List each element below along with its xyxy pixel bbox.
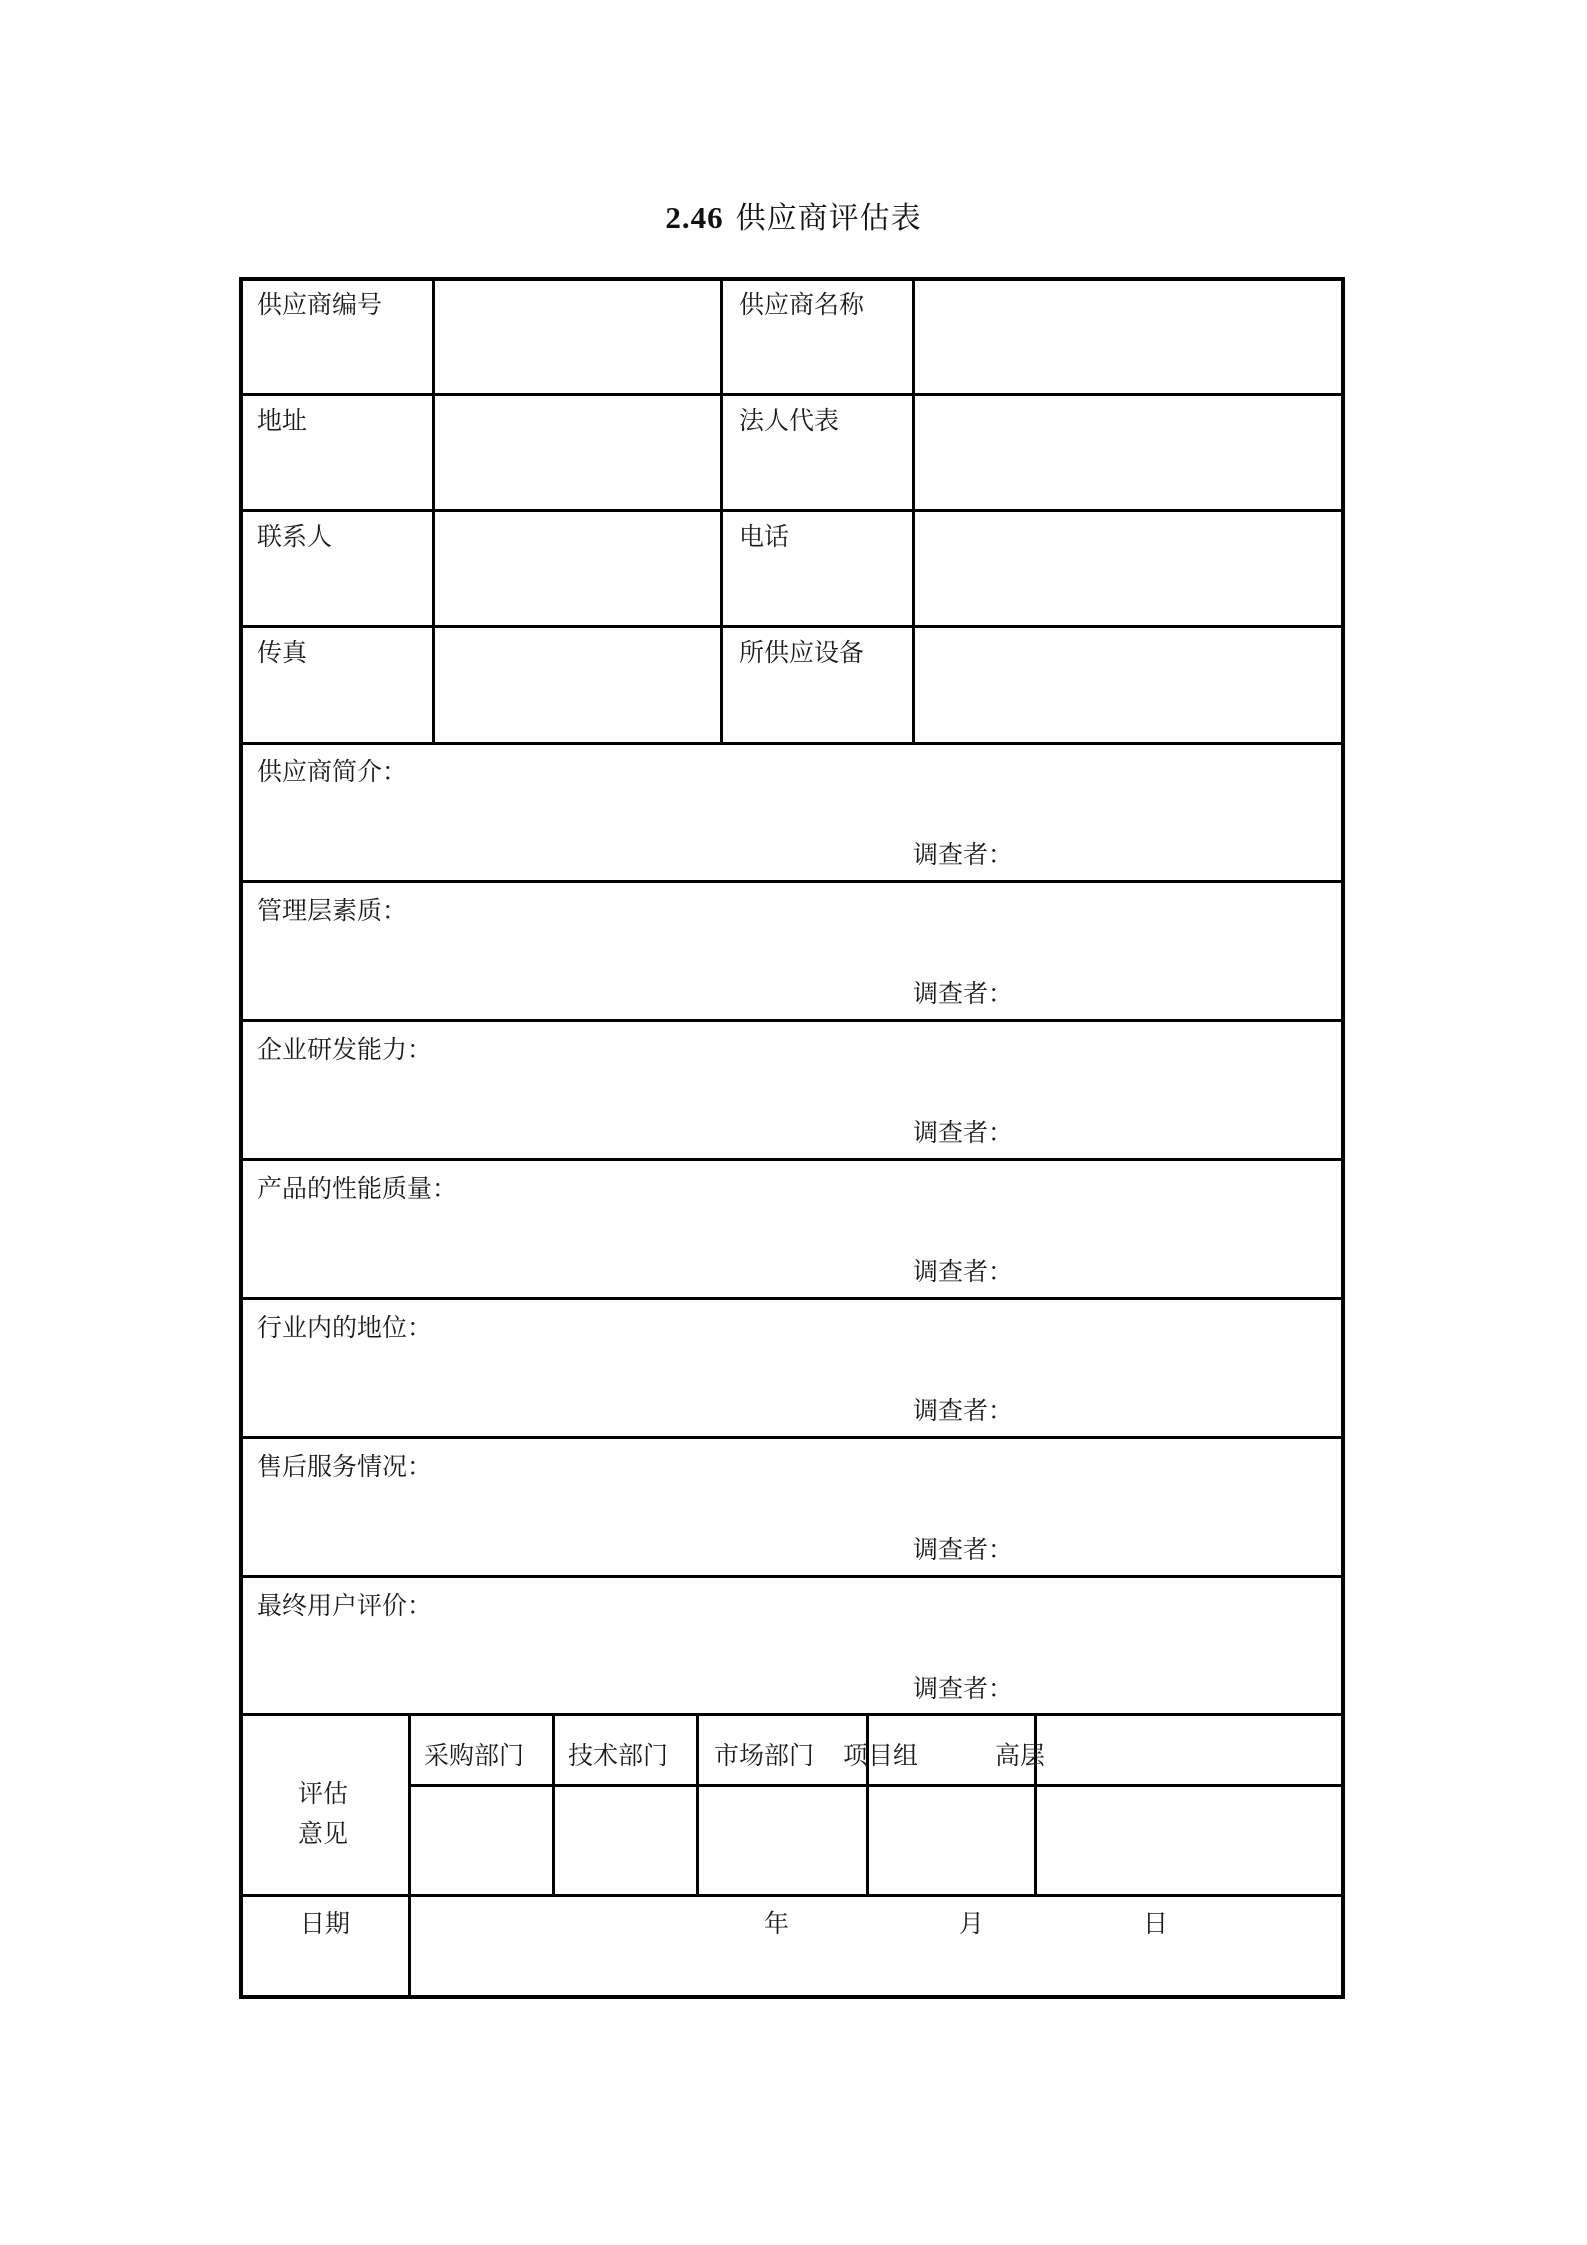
investigator-label: 调查者： (913, 1535, 1014, 1564)
supplier-name-field[interactable] (916, 281, 1341, 392)
row-divider (239, 1297, 1345, 1300)
investigator-label: 调查者： (913, 1257, 1014, 1286)
eval-col-technical: 技术部门 (568, 1741, 669, 1770)
title-number: 2.46 (665, 200, 724, 235)
supplier-id-field[interactable] (436, 281, 719, 392)
date-day-label: 日 (1143, 1909, 1169, 1938)
senior-management-opinion-field[interactable] (1037, 1787, 1341, 1893)
row-divider (239, 1158, 1345, 1161)
investigator-label: 调查者： (913, 840, 1014, 869)
investigator-label: 调查者： (913, 1396, 1014, 1425)
supplied-equipment-field[interactable] (916, 629, 1341, 740)
section-supplier-profile-label: 供应商简介： (257, 757, 408, 786)
label-supplier-id: 供应商编号 (257, 290, 383, 319)
label-supplied-equipment: 所供应设备 (739, 638, 865, 667)
label-address: 地址 (257, 406, 308, 435)
legal-representative-field[interactable] (916, 397, 1341, 508)
phone-field[interactable] (916, 513, 1341, 624)
eval-col-marketing: 市场部门 (714, 1741, 815, 1770)
section-product-quality-label: 产品的性能质量： (257, 1174, 458, 1203)
project-team-opinion-field[interactable] (869, 1787, 1033, 1893)
row-divider (239, 880, 1345, 883)
label-supplier-name: 供应商名称 (739, 290, 865, 319)
date-label: 日期 (300, 1909, 351, 1938)
date-field[interactable] (411, 1897, 1341, 1995)
label-phone: 电话 (739, 522, 790, 551)
eval-col-senior-management: 高层 (995, 1741, 1046, 1770)
eval-col-procurement: 采购部门 (424, 1741, 525, 1770)
section-end-user-review-label: 最终用户评价： (257, 1591, 433, 1620)
label-contact-person: 联系人 (257, 522, 333, 551)
title-text: 供应商评估表 (735, 201, 922, 236)
investigator-label: 调查者： (913, 979, 1014, 1008)
row-divider (239, 1575, 1345, 1578)
section-industry-position-label: 行业内的地位： (257, 1313, 433, 1342)
label-legal-representative: 法人代表 (739, 406, 840, 435)
marketing-opinion-field[interactable] (699, 1787, 865, 1893)
section-management-quality-label: 管理层素质： (257, 896, 408, 925)
fax-field[interactable] (436, 629, 719, 740)
section-rd-capability-label: 企业研发能力： (257, 1035, 433, 1064)
col-divider (432, 277, 435, 743)
col-divider (912, 277, 915, 743)
evaluation-label-line1: 评估 (298, 1779, 349, 1808)
investigator-label: 调查者： (913, 1118, 1014, 1147)
procurement-opinion-field[interactable] (411, 1787, 551, 1893)
investigator-label: 调查者： (913, 1674, 1014, 1703)
row-divider (239, 509, 1345, 512)
date-year-label: 年 (764, 1909, 790, 1938)
evaluation-label-line2: 意见 (298, 1819, 349, 1848)
page-title (0, 193, 1587, 237)
col-divider (720, 277, 723, 743)
row-divider (239, 1436, 1345, 1439)
row-divider (239, 625, 1345, 628)
contact-person-field[interactable] (436, 513, 719, 624)
row-divider (239, 1713, 1345, 1716)
eval-col-project-team: 项目组 (843, 1741, 919, 1770)
technical-opinion-field[interactable] (555, 1787, 695, 1893)
date-month-label: 月 (959, 1909, 985, 1938)
row-divider (239, 393, 1345, 396)
row-divider (239, 1019, 1345, 1022)
section-after-sales-label: 售后服务情况： (257, 1452, 433, 1481)
label-fax: 传真 (257, 638, 308, 667)
address-field[interactable] (436, 397, 719, 508)
row-divider (239, 742, 1345, 745)
